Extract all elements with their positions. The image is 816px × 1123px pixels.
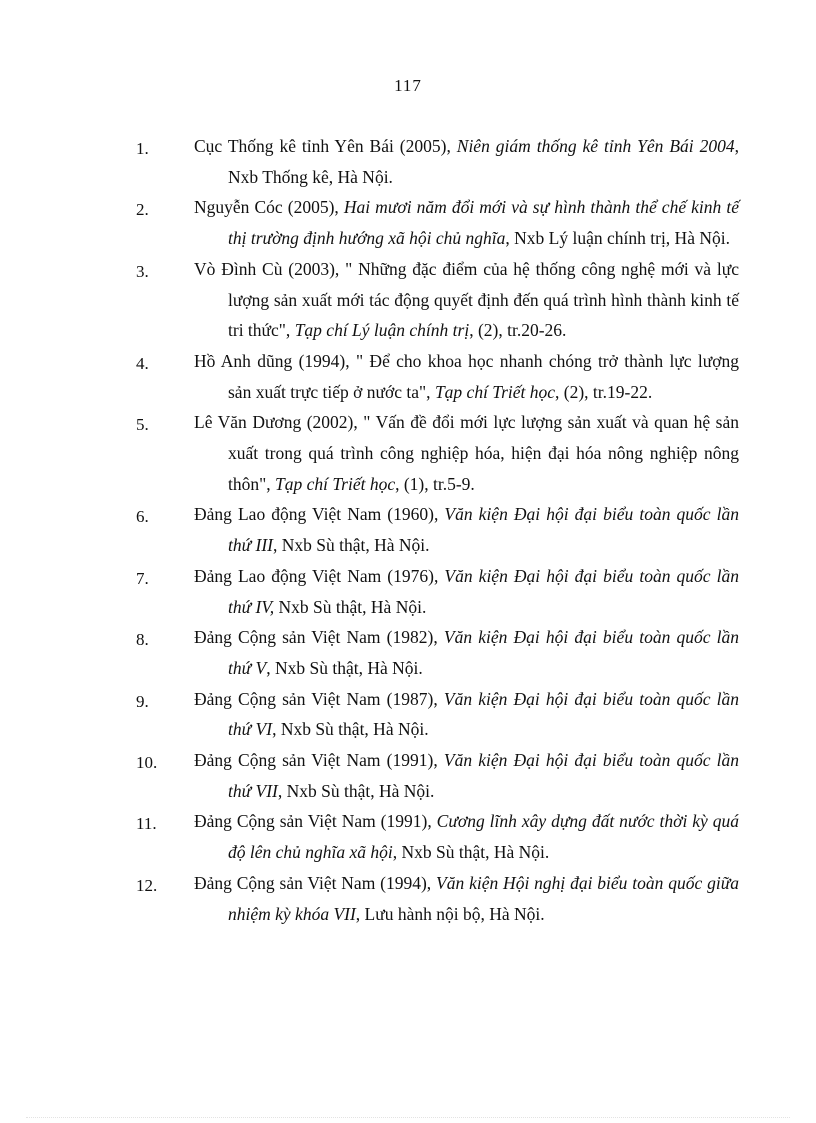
reference-title: Cương lĩnh xây dựng đất nước thời kỳ quá độ lên chủ nghĩa xã hội	[228, 811, 739, 863]
reference-segment: Đảng Cộng sản Việt Nam (1991),	[194, 811, 437, 832]
reference-segment: Nguyễn Cóc (2005),	[194, 197, 344, 218]
reference-segment: Đảng Cộng sản Việt Nam (1994),	[194, 872, 437, 893]
reference-segment: , Lưu hành nội bộ, Hà Nội.	[355, 903, 545, 924]
reference-number: 3.	[136, 261, 149, 281]
reference-title: Tạp chí Lý luận chính trị	[294, 320, 470, 341]
reference-item	[0, 745, 739, 806]
reference-segment: , Nxb Sù thật, Hà Nội.	[272, 719, 429, 740]
reference-number: 5.	[136, 415, 149, 435]
reference-title: Niên giám thống kê tỉnh Yên Bái 2004	[456, 136, 735, 156]
reference-segment: , Nxb Thống kê, Hà Nội.	[228, 136, 739, 187]
reference-text	[194, 684, 739, 745]
reference-segment: Nxb Sù thật, Hà Nội.	[274, 596, 427, 617]
reference-text	[194, 745, 739, 806]
reference-segment: , Nxb Sù thật, Hà Nội.	[392, 842, 550, 863]
reference-segment: Cục Thống kê tỉnh Yên Bái (2005),	[194, 136, 457, 156]
reference-number: 11.	[136, 814, 157, 834]
reference-segment: Đảng Lao động Việt Nam (1960),	[194, 504, 445, 525]
reference-segment: Hồ Anh dũng (1994), " Để cho khoa học nhanh chóng trở thành lực lượng sản xuất trực tiếp ở nước ta",	[194, 350, 739, 402]
page-number: 117	[394, 76, 422, 95]
page-bottom-divider	[26, 1117, 790, 1118]
reference-segment: , (2), tr.19-22.	[555, 381, 653, 402]
reference-item	[0, 561, 739, 622]
reference-item	[0, 131, 739, 192]
reference-title: Văn kiện Đại hội đại biểu toàn quốc lần thứ III	[228, 504, 739, 556]
reference-number: 1.	[136, 139, 149, 158]
reference-text	[194, 131, 739, 192]
reference-title: Văn kiện Hội nghị đại biểu toàn quốc giữa nhiệm kỳ khóa VII	[228, 872, 739, 924]
reference-segment: , (2), tr.20-26.	[469, 320, 567, 341]
reference-title: Tạp chí Triết học	[434, 381, 556, 402]
reference-item	[0, 684, 739, 745]
reference-list	[0, 131, 816, 929]
reference-title: Văn kiện Đại hội đại biểu toàn quốc lần thứ VI	[228, 688, 740, 740]
reference-item	[0, 622, 739, 683]
reference-text	[194, 407, 739, 499]
reference-item	[0, 499, 739, 560]
reference-text	[194, 806, 739, 867]
reference-segment: Vò Đình Cù (2003), " Những đặc điểm của hệ thống công nghệ mới và lực lượng sản xuất mới tác động quyết định đến quá trình hình thành kinh tế tri thức",	[194, 258, 739, 341]
reference-number: 4.	[136, 353, 149, 373]
reference-item	[0, 868, 739, 929]
reference-number: 6.	[136, 507, 149, 527]
reference-number: 2.	[136, 200, 149, 220]
reference-text	[194, 254, 739, 346]
reference-text	[194, 192, 739, 253]
reference-item	[0, 346, 739, 407]
reference-title: Văn kiện Đại hội đại biểu toàn quốc lần thứ VII	[228, 750, 740, 801]
reference-number: 7.	[136, 568, 149, 588]
reference-segment: Đảng Lao động Việt Nam (1976),	[194, 565, 445, 586]
reference-item	[0, 254, 739, 346]
reference-text	[194, 346, 739, 407]
reference-title: Văn kiện Đại hội đại biểu toàn quốc lần thứ IV,	[228, 565, 739, 617]
reference-segment: , Nxb Sù thật, Hà Nội.	[277, 780, 435, 801]
reference-number: 9.	[136, 691, 149, 711]
reference-text	[194, 561, 739, 622]
reference-number: 10.	[136, 753, 158, 773]
reference-segment: , Nxb Sù thật, Hà Nội.	[273, 535, 430, 556]
reference-segment: Đảng Cộng sản Việt Nam (1987),	[194, 688, 444, 709]
reference-number: 12.	[136, 875, 158, 895]
reference-segment: Lê Văn Dương (2002), " Vấn đề đổi mới lực lượng sản xuất và quan hệ sản xuất trong quá trình công nghiệp hóa, hiện đại hóa nông nghiệp nông thôn",	[194, 412, 739, 494]
reference-text	[194, 499, 739, 560]
reference-segment: , Nxb Sù thật, Hà Nội.	[266, 657, 423, 678]
reference-item	[0, 806, 739, 867]
reference-title: Văn kiện Đại hội đại biểu toàn quốc lần thứ V	[228, 627, 740, 678]
reference-segment: , Nxb Lý luận chính trị, Hà Nội.	[505, 228, 730, 249]
reference-text	[194, 622, 739, 683]
reference-segment: Đảng Cộng sản Việt Nam (1991),	[194, 750, 444, 771]
reference-item	[0, 192, 739, 253]
reference-segment: Đảng Cộng sản Việt Nam (1982),	[194, 627, 444, 648]
reference-title: Hai mươi năm đổi mới và sự hình thành thể chế kinh tế thị trường định hướng xã hội chủ nghĩa	[228, 197, 739, 249]
reference-segment: , (1), tr.5-9.	[395, 473, 475, 494]
reference-number: 8.	[136, 630, 149, 650]
reference-text	[194, 868, 739, 929]
reference-item	[0, 407, 739, 499]
reference-title: Tạp chí Triết học	[275, 473, 396, 494]
